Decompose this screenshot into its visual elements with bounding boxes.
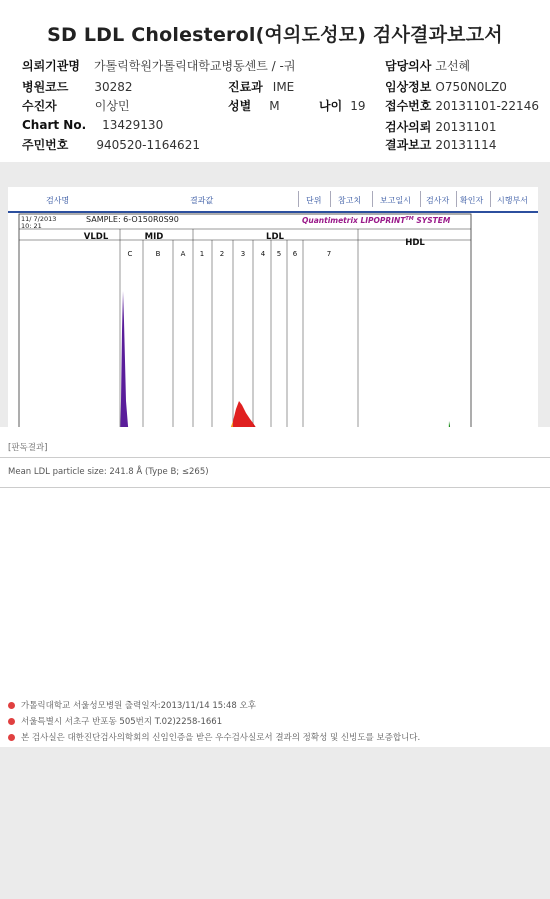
institution-row bbox=[22, 57, 295, 74]
bullet-icon bbox=[8, 718, 15, 725]
sex-label: 성별 bbox=[228, 99, 252, 113]
rrn-label: 주민번호 bbox=[22, 138, 69, 152]
doctor-row bbox=[385, 57, 470, 74]
tab-unit[interactable]: 단위 bbox=[306, 196, 322, 205]
interpretation-header: [판독결과] bbox=[8, 443, 48, 453]
tab-result-value[interactable]: 결과값 bbox=[190, 196, 214, 205]
footer-address-line: 서울특별시 서초구 반포동 505번지 T.02)2258-1661 bbox=[8, 715, 222, 727]
report-date-row bbox=[385, 136, 496, 153]
band-label-2: 2 bbox=[219, 250, 225, 258]
tab-confirmer[interactable]: 확인자 bbox=[460, 196, 484, 205]
rrn-value: 940520-1164621 bbox=[96, 138, 200, 152]
band-label-7: 7 bbox=[326, 250, 332, 258]
chart-no-row bbox=[22, 118, 163, 132]
receipt-label: 접수번호 bbox=[385, 99, 432, 113]
age-row bbox=[319, 97, 365, 114]
institution-label: 의뢰기관명 bbox=[22, 59, 80, 73]
rrn-row bbox=[22, 136, 200, 153]
clinical-row bbox=[385, 78, 507, 95]
band-label-1: 1 bbox=[199, 250, 205, 258]
interpretation-section bbox=[0, 427, 550, 747]
age-label: 나이 bbox=[319, 99, 343, 113]
group-label-ldl: LDL bbox=[266, 232, 284, 242]
chart-time: 10: 21 bbox=[21, 222, 42, 230]
dept-value: IME bbox=[272, 80, 295, 94]
dept-label: 진료과 bbox=[228, 80, 263, 94]
band-label-6: 6 bbox=[292, 250, 298, 258]
result-tab-bar bbox=[8, 187, 538, 213]
clinical-label: 임상정보 bbox=[385, 80, 432, 94]
request-row bbox=[385, 118, 496, 135]
bullet-icon bbox=[8, 702, 15, 709]
tab-test-name[interactable]: 검사명 bbox=[46, 196, 70, 205]
footer-certification-line: 본 검사실은 대한진단검사의학회의 신임인증을 받은 우수검사실로서 결과의 정확성 및 신빙도를 보증합니다. bbox=[8, 731, 420, 743]
interpretation-divider bbox=[0, 457, 550, 458]
sex-row bbox=[228, 97, 280, 114]
clinical-value: O750N0LZ0 bbox=[435, 80, 507, 94]
receipt-row bbox=[385, 97, 539, 114]
institution-value: 가톨릭학원가톨릭대학교병동센트 / -궈 bbox=[93, 59, 296, 73]
band-label-c: C bbox=[127, 250, 133, 258]
sex-value: M bbox=[269, 99, 280, 113]
group-label-vldl: VLDL bbox=[83, 232, 109, 242]
group-label-mid: MID bbox=[144, 232, 164, 242]
request-value: 20131101 bbox=[435, 120, 497, 134]
tab-separator bbox=[456, 191, 457, 207]
hospital-code-value: 30282 bbox=[94, 80, 133, 94]
report-date-value: 20131114 bbox=[435, 138, 497, 152]
tab-report-time[interactable]: 보고일시 bbox=[380, 196, 411, 205]
doctor-value: 고선혜 bbox=[435, 59, 471, 73]
hospital-code-label: 병원코드 bbox=[22, 80, 69, 94]
patient-label: 수진자 bbox=[22, 99, 57, 113]
age-value: 19 bbox=[350, 99, 366, 113]
tab-separator bbox=[298, 191, 299, 207]
page-title: SD LDL Cholesterol(여의도성모) 검사결과보고서 bbox=[47, 24, 503, 46]
tab-department[interactable]: 시행부서 bbox=[497, 196, 528, 205]
tab-separator bbox=[372, 191, 373, 207]
patient-row bbox=[22, 97, 130, 114]
tab-tester[interactable]: 검사자 bbox=[426, 196, 450, 205]
doctor-label: 담당의사 bbox=[385, 59, 432, 73]
dept-row bbox=[228, 78, 294, 95]
receipt-value: 20131101-22146 bbox=[435, 99, 539, 113]
band-label-a: A bbox=[180, 250, 186, 258]
chart-date: 11/ 7/2013 bbox=[21, 215, 57, 223]
report-header bbox=[0, 0, 550, 162]
band-label-4: 4 bbox=[260, 250, 266, 258]
tab-separator bbox=[420, 191, 421, 207]
report-date-label: 결과보고 bbox=[385, 138, 432, 152]
interpretation-divider bbox=[0, 487, 550, 488]
chart-no-label: Chart No. bbox=[22, 118, 87, 132]
interpretation-text: Mean LDL particle size: 241.8 Å (Type B; ≤265) bbox=[8, 467, 209, 477]
request-label: 검사의뢰 bbox=[385, 120, 432, 134]
footer-hospital-line: 가톨릭대학교 서울성모병원 출력일자:2013/11/14 15:48 오후 bbox=[8, 699, 256, 711]
group-label-hdl: HDL bbox=[405, 238, 425, 248]
tab-separator bbox=[330, 191, 331, 207]
brand-name: Quantimetrix LIPOPRINT™ SYSTEM bbox=[302, 216, 451, 225]
bullet-icon bbox=[8, 734, 15, 741]
hospital-code-row bbox=[22, 78, 133, 95]
band-label-3: 3 bbox=[240, 250, 246, 258]
tab-reference[interactable]: 참고치 bbox=[338, 196, 362, 205]
tab-separator bbox=[490, 191, 491, 207]
chart-no-value: 13429130 bbox=[102, 118, 164, 132]
patient-value: 이상민 bbox=[94, 99, 130, 113]
band-label-5: 5 bbox=[276, 250, 282, 258]
sample-id: SAMPLE: 6-O150R0S90 bbox=[86, 215, 179, 224]
band-label-b: B bbox=[155, 250, 161, 258]
